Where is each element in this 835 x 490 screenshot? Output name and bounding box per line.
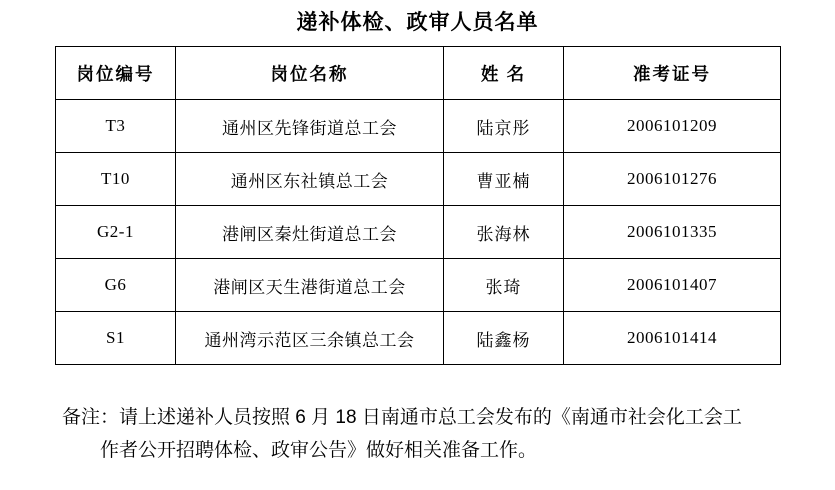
column-header-post-code: 岗位编号 bbox=[56, 47, 176, 100]
cell-post-code: T10 bbox=[56, 153, 176, 206]
page-title: 递补体检、政审人员名单 bbox=[296, 11, 539, 34]
cell-person-name: 曹亚楠 bbox=[444, 153, 564, 206]
roster-table-container bbox=[0, 46, 835, 365]
table-body bbox=[56, 100, 781, 365]
column-header-post-name: 岗位名称 bbox=[176, 47, 444, 100]
table-row bbox=[56, 100, 781, 153]
cell-post-code: G6 bbox=[56, 259, 176, 312]
cell-admission-ticket: 2006101335 bbox=[564, 206, 781, 259]
cell-person-name: 陆鑫杨 bbox=[444, 312, 564, 365]
cell-post-name: 通州区先锋街道总工会 bbox=[176, 100, 444, 153]
cell-admission-ticket: 2006101209 bbox=[564, 100, 781, 153]
column-header-admission-ticket: 准考证号 bbox=[564, 47, 781, 100]
cell-admission-ticket: 2006101276 bbox=[564, 153, 781, 206]
cell-person-name: 陆京彤 bbox=[444, 100, 564, 153]
table-row bbox=[56, 259, 781, 312]
cell-post-name: 港闸区天生港街道总工会 bbox=[176, 259, 444, 312]
cell-post-code: G2-1 bbox=[56, 206, 176, 259]
cell-person-name: 张琦 bbox=[444, 259, 564, 312]
note-block bbox=[0, 401, 835, 468]
cell-post-name: 通州区东社镇总工会 bbox=[176, 153, 444, 206]
cell-admission-ticket: 2006101407 bbox=[564, 259, 781, 312]
column-header-person-name: 姓 名 bbox=[444, 47, 564, 100]
table-row bbox=[56, 206, 781, 259]
note-line-1: 备注：请上述递补人员按照 6 月 18 日南通市总工会发布的《南通市社会化工会工 bbox=[62, 407, 742, 428]
note-line-2: 作者公开招聘体检、政审公告》做好相关准备工作。 bbox=[100, 440, 538, 462]
cell-post-name: 港闸区秦灶街道总工会 bbox=[176, 206, 444, 259]
table-header-row bbox=[56, 47, 781, 100]
table-row bbox=[56, 153, 781, 206]
table-row bbox=[56, 312, 781, 365]
table-header bbox=[56, 47, 781, 100]
roster-table bbox=[55, 46, 781, 365]
cell-admission-ticket: 2006101414 bbox=[564, 312, 781, 365]
cell-post-code: T3 bbox=[56, 100, 176, 153]
cell-post-code: S1 bbox=[56, 312, 176, 365]
cell-person-name: 张海林 bbox=[444, 206, 564, 259]
cell-post-name: 通州湾示范区三余镇总工会 bbox=[176, 312, 444, 365]
